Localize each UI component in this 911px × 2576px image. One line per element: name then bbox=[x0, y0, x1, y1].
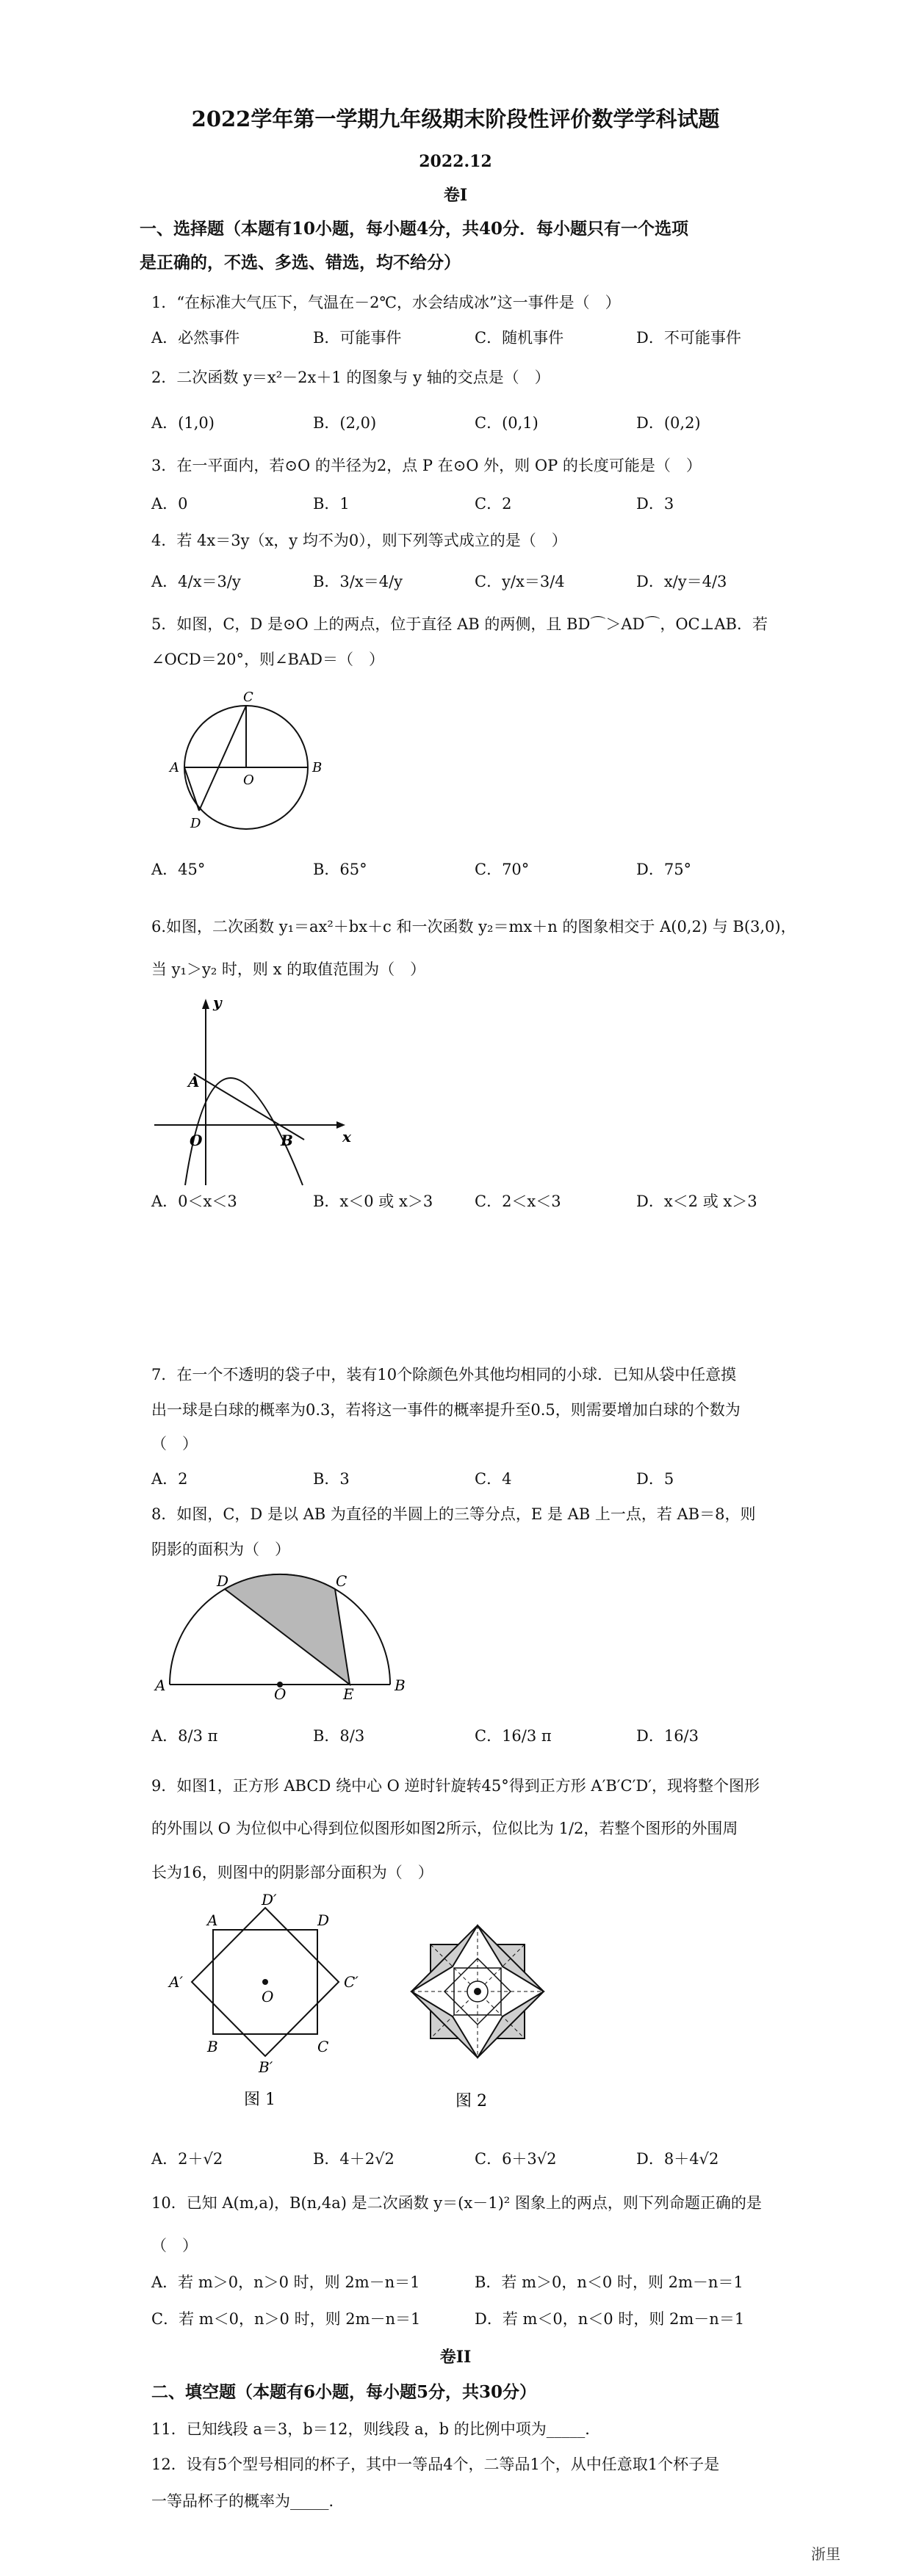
q9-fig2-center-dot bbox=[474, 1988, 481, 1995]
q5-option-b: B．65° bbox=[313, 861, 367, 878]
q5-stem-line2: ∠OCD＝20°，则∠BAD＝（ ） bbox=[151, 651, 384, 668]
q9-figure-1 bbox=[162, 1891, 382, 2115]
q5-option-c: C．70° bbox=[475, 861, 530, 878]
q8-label-c: C bbox=[336, 1572, 348, 1590]
q10-option-b: B．若 m＞0，n＜0 时，则 2m－n＝1 bbox=[475, 2273, 743, 2291]
q6-option-d: D．x＜2 或 x＞3 bbox=[636, 1193, 757, 1210]
q2-option-b: B．(2,0) bbox=[313, 414, 377, 432]
q8-label-b: B bbox=[395, 1676, 406, 1694]
q8-stem-line1: 8．如图，C，D 是以 AB 为直径的半圆上的三等分点，E 是 AB 上一点，若 AB＝8，则 bbox=[151, 1505, 756, 1523]
q5-label-b: B bbox=[312, 760, 323, 775]
q9-label-d2: D′ bbox=[262, 1891, 277, 1909]
q3-option-c: C．2 bbox=[475, 495, 512, 513]
q7-stem-line1: 7．在一个不透明的袋子中，装有10个除颜色外其他均相同的小球．已知从袋中任意摸 bbox=[151, 1366, 737, 1383]
q9-label-c: C bbox=[317, 2038, 329, 2055]
q6-label-o: O bbox=[190, 1132, 203, 1149]
q10-stem-line1: 10．已知 A(m,a)，B(n,4a) 是二次函数 y＝(x－1)² 图象上的两点，则下列命题正确的是 bbox=[151, 2194, 762, 2212]
q8-stem-line2: 阴影的面积为（ ） bbox=[151, 1541, 290, 1558]
q9-label-a: A bbox=[207, 1911, 218, 1929]
q12-stem-line2: 一等品杯子的概率为_____． bbox=[151, 2492, 345, 2510]
q9-option-d: D．8＋4√2 bbox=[636, 2150, 719, 2168]
q3-stem: 3．在一平面内，若⊙O 的半径为2，点 P 在⊙O 外，则 OP 的长度可能是（ ） bbox=[151, 457, 702, 474]
q2-option-a: A．(1,0) bbox=[151, 414, 215, 432]
q8-label-d: D bbox=[217, 1572, 229, 1590]
q4-option-c: C．y/x＝3/4 bbox=[475, 573, 565, 590]
q5-label-o: O bbox=[243, 773, 254, 788]
q9-label-b2: B′ bbox=[259, 2058, 273, 2076]
q10-option-d: D．若 m＜0，n＜0 时，则 2m－n＝1 bbox=[475, 2310, 745, 2328]
q5-circle-figure bbox=[165, 687, 342, 848]
q2-option-d: D．(0,2) bbox=[636, 414, 701, 432]
section2-heading: 二、填空题（本题有6小题，每小题5分，共30分） bbox=[151, 2382, 537, 2402]
q8-semicircle-figure bbox=[151, 1569, 415, 1701]
q5-segment-ad bbox=[184, 767, 199, 811]
section1-heading-line1: 一、选择题（本题有10小题，每小题4分，共40分．每小题只有一个选项 bbox=[140, 219, 689, 239]
q7-option-d: D．5 bbox=[636, 1470, 674, 1488]
exam-title: 2022学年第一学期九年级期末阶段性评价数学学科试题 bbox=[191, 106, 720, 131]
q6-option-c: C．2＜x＜3 bbox=[475, 1193, 561, 1210]
q1-option-d: D．不可能事件 bbox=[636, 329, 741, 347]
q6-option-b: B．x＜0 或 x＞3 bbox=[313, 1193, 433, 1210]
q9-stem-line1: 9．如图1，正方形 ABCD 绕中心 O 逆时针旋转45°得到正方形 A′B′C′D′，现将整个图形 bbox=[151, 1777, 760, 1795]
q6-label-a: A bbox=[188, 1073, 200, 1090]
q8-label-e: E bbox=[343, 1685, 354, 1703]
q5-option-a: A．45° bbox=[151, 861, 206, 878]
q8-shaded-region bbox=[225, 1574, 350, 1685]
exam-date: 2022.12 bbox=[419, 152, 492, 171]
q6-option-a: A．0＜x＜3 bbox=[151, 1193, 237, 1210]
q8-label-a: A bbox=[155, 1676, 166, 1694]
q10-option-a: A．若 m＞0，n＞0 时，则 2m－n＝1 bbox=[151, 2273, 420, 2291]
q4-option-b: B．3/x＝4/y bbox=[313, 573, 403, 590]
q1-option-c: C．随机事件 bbox=[475, 329, 564, 347]
q5-label-c: C bbox=[243, 690, 253, 705]
q3-option-d: D．3 bbox=[636, 495, 674, 513]
q11-stem: 11．已知线段 a＝3，b＝12，则线段 a，b 的比例中项为_____． bbox=[151, 2420, 601, 2438]
q7-stem-line2: 出一球是白球的概率为0.3，若将这一事件的概率提升至0.5，则需要增加白球的个数为 bbox=[151, 1401, 741, 1419]
q12-stem-line1: 12．设有5个型号相同的杯子，其中一等品4个，二等品1个，从中任意取1个杯子是 bbox=[151, 2456, 720, 2473]
q9-figure2-caption: 图 2 bbox=[455, 2092, 487, 2110]
q9-label-d: D bbox=[317, 1911, 330, 1929]
q7-option-b: B．3 bbox=[313, 1470, 350, 1488]
q1-stem: 1．“在标准大气压下，气温在－2℃，水会结成冰”这一事件是（ ） bbox=[151, 294, 621, 311]
q3-option-b: B．1 bbox=[313, 495, 350, 513]
q7-option-c: C．4 bbox=[475, 1470, 512, 1488]
q8-option-b: B．8/3 bbox=[313, 1727, 365, 1745]
q6-y-arrow bbox=[202, 999, 209, 1009]
q6-graph-figure bbox=[147, 993, 353, 1191]
q8-option-d: D．16/3 bbox=[636, 1727, 699, 1745]
q8-option-a: A．8/3 π bbox=[151, 1727, 218, 1745]
section1-heading-line2: 是正确的，不选、多选、错选，均不给分） bbox=[140, 253, 461, 272]
q9-option-b: B．4＋2√2 bbox=[313, 2150, 395, 2168]
q5-option-d: D．75° bbox=[636, 861, 692, 878]
volume-2-label: 卷II bbox=[439, 2348, 472, 2367]
q4-option-a: A．4/x＝3/y bbox=[151, 573, 241, 590]
q10-option-c: C．若 m＜0，n＞0 时，则 2m－n＝1 bbox=[151, 2310, 421, 2328]
q6-label-y: y bbox=[213, 994, 222, 1011]
q9-label-o: O bbox=[262, 1988, 274, 2005]
q1-option-a: A．必然事件 bbox=[151, 329, 240, 347]
q6-label-b: B bbox=[281, 1132, 293, 1149]
q9-option-a: A．2＋√2 bbox=[151, 2150, 223, 2168]
q5-label-a: A bbox=[170, 760, 179, 775]
q7-stem-line3: （ ） bbox=[151, 1435, 198, 1452]
q2-option-c: C．(0,1) bbox=[475, 414, 539, 432]
q4-option-d: D．x/y＝4/3 bbox=[636, 573, 727, 590]
q6-line bbox=[194, 1074, 304, 1140]
q9-center-dot bbox=[262, 1979, 268, 1985]
q4-stem: 4．若 4x＝3y（x，y 均不为0），则下列等式成立的是（ ） bbox=[151, 532, 567, 549]
volume-1-label: 卷I bbox=[443, 186, 468, 205]
q6-stem-line1: 6.如图，二次函数 y₁＝ax²＋bx＋c 和一次函数 y₂＝mx＋n 的图象相交于 A(0,2) 与 B(3,0)， bbox=[151, 918, 796, 936]
q5-segment-cd bbox=[199, 706, 246, 811]
q5-label-d: D bbox=[190, 816, 201, 831]
q7-option-a: A．2 bbox=[151, 1470, 188, 1488]
q9-label-c2: C′ bbox=[344, 1973, 359, 1991]
q9-option-c: C．6＋3√2 bbox=[475, 2150, 557, 2168]
q6-stem-line2: 当 y₁＞y₂ 时，则 x 的取值范围为（ ） bbox=[151, 960, 426, 978]
q9-stem-line3: 长为16，则图中的阴影部分面积为（ ） bbox=[151, 1864, 433, 1881]
q9-label-b: B bbox=[207, 2038, 218, 2055]
q9-label-a2: A′ bbox=[169, 1973, 183, 1991]
q8-label-o: O bbox=[274, 1685, 287, 1703]
page-footer-mark: 浙里 bbox=[811, 2545, 840, 2563]
q3-option-a: A．0 bbox=[151, 495, 188, 513]
q8-option-c: C．16/3 π bbox=[475, 1727, 552, 1745]
q5-stem-line1: 5．如图，C，D 是⊙O 上的两点，位于直径 AB 的两侧，且 BD⌒＞AD⌒，OC⊥AB．若 bbox=[151, 615, 768, 633]
q9-figure-2 bbox=[389, 1909, 566, 2115]
q9-figure1-caption: 图 1 bbox=[244, 2091, 276, 2109]
q2-stem: 2．二次函数 y＝x²－2x＋1 的图象与 y 轴的交点是（ ） bbox=[151, 369, 550, 386]
q6-label-x: x bbox=[342, 1128, 351, 1146]
q10-stem-line2: （ ） bbox=[151, 2237, 198, 2254]
q9-stem-line2: 的外围以 O 为位似中心得到位似图形如图2所示，位似比为 1/2，若整个图形的外围周 bbox=[151, 1820, 738, 1837]
q1-option-b: B．可能事件 bbox=[313, 329, 402, 347]
